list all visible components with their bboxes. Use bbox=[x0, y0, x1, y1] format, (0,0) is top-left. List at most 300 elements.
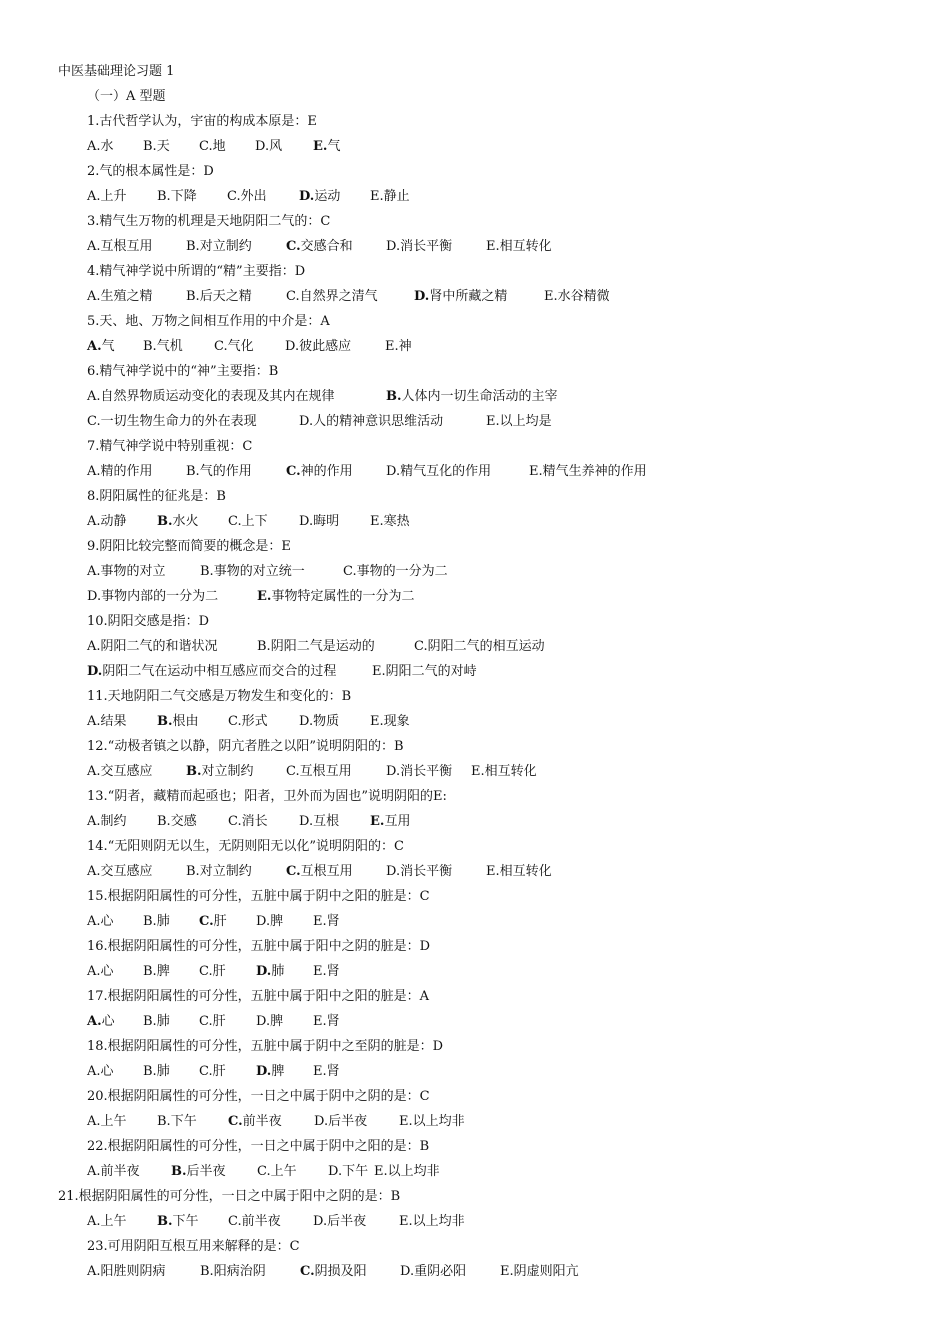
answer-option bbox=[186, 862, 252, 882]
option-letter: C. bbox=[343, 564, 357, 579]
option-text: 事物的一分为二 bbox=[356, 564, 448, 579]
option-text: 以上均非 bbox=[387, 1164, 440, 1179]
answer-option bbox=[87, 762, 153, 782]
answer-option bbox=[286, 762, 352, 782]
answer-option bbox=[87, 412, 257, 432]
answer-option bbox=[228, 1112, 282, 1132]
option-letter: E. bbox=[313, 1014, 327, 1029]
question-stem: 18.根据阴阳属性的可分性，五脏中属于阴中之至阴的脏是：D bbox=[87, 1039, 444, 1054]
option-letter: E. bbox=[374, 1164, 388, 1179]
option-letter: C. bbox=[227, 189, 241, 204]
answer-option bbox=[299, 187, 340, 207]
option-text: 交感 bbox=[170, 814, 197, 829]
answer-option bbox=[313, 962, 340, 982]
answer-option bbox=[87, 1262, 166, 1282]
answer-option bbox=[87, 812, 127, 832]
option-text: 地 bbox=[212, 139, 226, 154]
option-text: 自然界物质运动变化的表现及其内在规律 bbox=[100, 389, 335, 404]
option-text: 肝 bbox=[212, 1064, 226, 1079]
option-letter: C. bbox=[199, 1014, 213, 1029]
option-letter: C. bbox=[228, 814, 242, 829]
correct-option-letter: C. bbox=[286, 864, 301, 879]
answer-option bbox=[199, 962, 226, 982]
options-row bbox=[0, 762, 950, 782]
question-stem: 16.根据阴阳属性的可分性，五脏中属于阳中之阴的脏是：D bbox=[87, 939, 431, 954]
option-letter: D. bbox=[400, 1264, 415, 1279]
option-letter: E. bbox=[313, 964, 327, 979]
answer-option bbox=[486, 237, 552, 257]
options-row bbox=[0, 1012, 950, 1032]
option-letter: E. bbox=[486, 864, 500, 879]
answer-option bbox=[286, 287, 378, 307]
answer-option bbox=[186, 237, 252, 257]
option-text: 对立制约 bbox=[199, 239, 252, 254]
answer-option bbox=[186, 462, 252, 482]
options-row bbox=[0, 1062, 950, 1082]
option-letter: D. bbox=[313, 1214, 328, 1229]
option-text: 互用 bbox=[384, 814, 411, 829]
correct-option-letter: B. bbox=[157, 714, 173, 729]
answer-option bbox=[87, 337, 115, 357]
answer-option bbox=[87, 1012, 115, 1032]
answer-option bbox=[257, 1162, 297, 1182]
question-stem: 3.精气生万物的机理是天地阴阳二气的：C bbox=[87, 214, 331, 229]
option-text: 阴损及阳 bbox=[314, 1264, 367, 1279]
answer-option bbox=[157, 187, 197, 207]
option-text: 事物特定属性的一分为二 bbox=[271, 589, 415, 604]
option-letter: A. bbox=[87, 464, 101, 479]
question-stem: 1.古代哲学认为，宇宙的构成本原是：E bbox=[87, 114, 317, 129]
options-row bbox=[0, 1112, 950, 1132]
option-text: 脾 bbox=[156, 964, 170, 979]
option-text: 交互感应 bbox=[100, 764, 153, 779]
option-text: 对立制约 bbox=[201, 764, 254, 779]
answer-option bbox=[313, 912, 340, 932]
answer-option bbox=[486, 862, 552, 882]
option-text: 天 bbox=[156, 139, 170, 154]
option-text: 相互转化 bbox=[499, 864, 552, 879]
answer-option bbox=[372, 662, 477, 682]
question-stem: 11.天地阴阳二气交感是万物发生和变化的：B bbox=[87, 689, 352, 704]
answer-option bbox=[87, 1162, 140, 1182]
option-letter: D. bbox=[314, 1114, 329, 1129]
option-text: 晦明 bbox=[313, 514, 340, 529]
answer-option bbox=[256, 1012, 283, 1032]
correct-option-letter: B. bbox=[386, 389, 402, 404]
option-text: 神 bbox=[398, 339, 412, 354]
option-text: 相互转化 bbox=[484, 764, 537, 779]
answer-option bbox=[370, 812, 410, 832]
option-text: 以上均非 bbox=[412, 1114, 465, 1129]
answer-option bbox=[143, 337, 183, 357]
option-text: 外出 bbox=[240, 189, 267, 204]
option-letter: B. bbox=[200, 564, 214, 579]
question-stem: 2.气的根本属性是：D bbox=[87, 164, 214, 179]
options-row bbox=[0, 587, 950, 607]
answer-option bbox=[87, 637, 218, 657]
answer-option bbox=[157, 512, 199, 532]
option-letter: B. bbox=[186, 464, 200, 479]
option-text: 上午 bbox=[100, 1114, 127, 1129]
option-letter: A. bbox=[87, 964, 101, 979]
answer-option bbox=[299, 812, 339, 832]
document-title: 中医基础理论习题 1 bbox=[58, 64, 175, 79]
option-letter: D. bbox=[386, 764, 401, 779]
answer-option bbox=[143, 137, 170, 157]
option-letter: A. bbox=[87, 764, 101, 779]
answer-option bbox=[285, 337, 351, 357]
correct-option-letter: A. bbox=[87, 1014, 102, 1029]
question-stem: 12.“动极者镇之以静，阴亢者胜之以阳”说明阴阳的：B bbox=[87, 739, 404, 754]
option-letter: B. bbox=[143, 1014, 157, 1029]
correct-option-letter: D. bbox=[256, 964, 272, 979]
options-row bbox=[0, 187, 950, 207]
answer-option bbox=[529, 462, 647, 482]
option-text: 水 bbox=[100, 139, 114, 154]
question-stem: 20.根据阴阳属性的可分性，一日之中属于阴中之阴的是：C bbox=[87, 1089, 430, 1104]
answer-option bbox=[256, 912, 283, 932]
answer-option bbox=[313, 1012, 340, 1032]
answer-option bbox=[286, 862, 353, 882]
option-text: 交互感应 bbox=[100, 864, 153, 879]
correct-option-letter: C. bbox=[199, 914, 214, 929]
options-row bbox=[0, 412, 950, 432]
answer-option bbox=[328, 1162, 368, 1182]
option-text: 寒热 bbox=[383, 514, 410, 529]
option-letter: D. bbox=[255, 139, 270, 154]
option-letter: C. bbox=[228, 514, 242, 529]
option-text: 现象 bbox=[383, 714, 410, 729]
option-letter: A. bbox=[87, 1064, 101, 1079]
option-text: 一切生物生命力的外在表现 bbox=[100, 414, 257, 429]
answer-option bbox=[87, 562, 166, 582]
option-text: 阴阳二气的和谐状况 bbox=[100, 639, 218, 654]
answer-option bbox=[374, 1162, 440, 1182]
option-letter: B. bbox=[143, 964, 157, 979]
option-letter: D. bbox=[299, 714, 314, 729]
answer-option bbox=[286, 462, 353, 482]
option-text: 气 bbox=[101, 339, 115, 354]
correct-option-letter: D. bbox=[414, 289, 430, 304]
answer-option bbox=[386, 387, 558, 407]
option-letter: B. bbox=[143, 339, 157, 354]
answer-option bbox=[87, 512, 127, 532]
answer-option bbox=[370, 187, 410, 207]
answer-option bbox=[186, 762, 254, 782]
option-letter: E. bbox=[529, 464, 543, 479]
answer-option bbox=[199, 1012, 226, 1032]
option-text: 阴阳二气在运动中相互感应而交合的过程 bbox=[102, 664, 337, 679]
section-heading: （一）A 型题 bbox=[87, 89, 166, 104]
correct-option-letter: D. bbox=[299, 189, 315, 204]
option-letter: C. bbox=[214, 339, 228, 354]
answer-option bbox=[257, 587, 414, 607]
answer-option bbox=[299, 712, 339, 732]
option-letter: A. bbox=[87, 514, 101, 529]
option-text: 互根互用 bbox=[300, 864, 353, 879]
option-letter: E. bbox=[370, 189, 384, 204]
answer-option bbox=[255, 137, 282, 157]
answer-option bbox=[386, 462, 491, 482]
option-text: 肺 bbox=[156, 914, 170, 929]
option-letter: A. bbox=[87, 139, 101, 154]
answer-option bbox=[214, 337, 254, 357]
correct-option-letter: C. bbox=[300, 1264, 315, 1279]
option-text: 下午 bbox=[172, 1214, 199, 1229]
option-letter: A. bbox=[87, 1164, 101, 1179]
answer-option bbox=[486, 412, 552, 432]
options-row bbox=[0, 862, 950, 882]
option-text: 后半夜 bbox=[327, 1214, 367, 1229]
question-stem: 17.根据阴阳属性的可分性，五脏中属于阳中之阳的脏是：A bbox=[87, 989, 430, 1004]
correct-option-letter: D. bbox=[256, 1064, 272, 1079]
option-text: 消长 bbox=[241, 814, 268, 829]
option-text: 阴虚则阳亢 bbox=[513, 1264, 579, 1279]
option-text: 互根互用 bbox=[299, 764, 352, 779]
option-letter: A. bbox=[87, 289, 101, 304]
option-text: 自然界之清气 bbox=[299, 289, 378, 304]
correct-option-letter: B. bbox=[171, 1164, 187, 1179]
option-letter: D. bbox=[386, 239, 401, 254]
option-text: 消长平衡 bbox=[400, 239, 453, 254]
answer-option bbox=[87, 962, 114, 982]
answer-option bbox=[87, 1112, 127, 1132]
option-text: 上午 bbox=[100, 1214, 127, 1229]
question-stem: 7.精气神学说中特别重视：C bbox=[87, 439, 253, 454]
option-letter: C. bbox=[257, 1164, 271, 1179]
options-row bbox=[0, 462, 950, 482]
answer-option bbox=[143, 962, 170, 982]
option-letter: D. bbox=[285, 339, 300, 354]
option-text: 事物的对立 bbox=[100, 564, 166, 579]
option-text: 肾 bbox=[326, 964, 340, 979]
option-text: 物质 bbox=[313, 714, 340, 729]
option-text: 水火 bbox=[172, 514, 199, 529]
answer-option bbox=[399, 1112, 465, 1132]
option-letter: D. bbox=[386, 864, 401, 879]
option-letter: A. bbox=[87, 389, 101, 404]
option-text: 以上均是 bbox=[499, 414, 552, 429]
answer-option bbox=[199, 912, 227, 932]
answer-option bbox=[400, 1262, 466, 1282]
option-text: 气化 bbox=[227, 339, 254, 354]
correct-option-letter: E. bbox=[370, 814, 385, 829]
answer-option bbox=[544, 287, 610, 307]
option-text: 下午 bbox=[170, 1114, 197, 1129]
answer-option bbox=[370, 712, 410, 732]
question-stem: 14.“无阳则阴无以生，无阴则阳无以化”说明阴阳的：C bbox=[87, 839, 404, 854]
option-text: 人的精神意识思维活动 bbox=[313, 414, 444, 429]
option-text: 肾 bbox=[326, 914, 340, 929]
option-text: 前半夜 bbox=[100, 1164, 140, 1179]
option-letter: E. bbox=[399, 1114, 413, 1129]
option-letter: A. bbox=[87, 564, 101, 579]
option-text: 心 bbox=[100, 1064, 114, 1079]
answer-option bbox=[386, 762, 452, 782]
correct-option-letter: E. bbox=[257, 589, 272, 604]
option-letter: A. bbox=[87, 1214, 101, 1229]
option-letter: A. bbox=[87, 239, 101, 254]
option-text: 运动 bbox=[314, 189, 341, 204]
options-row bbox=[0, 912, 950, 932]
question-stem: 5.天、地、万物之间相互作用的中介是：A bbox=[87, 314, 330, 329]
question-stem: 13.“阴者，藏精而起亟也；阳者，卫外而为固也”说明阴阳的E: bbox=[87, 789, 447, 804]
option-text: 心 bbox=[100, 964, 114, 979]
answer-option bbox=[399, 1212, 465, 1232]
option-letter: D. bbox=[256, 1014, 271, 1029]
option-letter: E. bbox=[399, 1214, 413, 1229]
option-letter: A. bbox=[87, 1114, 101, 1129]
answer-option bbox=[157, 1212, 199, 1232]
answer-option bbox=[200, 1262, 266, 1282]
answer-option bbox=[286, 237, 353, 257]
option-letter: B. bbox=[157, 814, 171, 829]
answer-option bbox=[314, 1112, 367, 1132]
option-text: 脾 bbox=[270, 1014, 284, 1029]
option-letter: C. bbox=[199, 964, 213, 979]
option-text: 阴阳二气的对峙 bbox=[385, 664, 477, 679]
question-stem: 4.精气神学说中所谓的“精”主要指：D bbox=[87, 264, 306, 279]
option-text: 肾 bbox=[326, 1014, 340, 1029]
answer-option bbox=[313, 137, 340, 157]
option-text: 生殖之精 bbox=[100, 289, 153, 304]
answer-option bbox=[199, 1062, 226, 1082]
options-row bbox=[0, 712, 950, 732]
answer-option bbox=[313, 1212, 366, 1232]
answer-option bbox=[87, 1062, 114, 1082]
answer-option bbox=[87, 462, 153, 482]
option-text: 前半夜 bbox=[242, 1114, 282, 1129]
answer-option bbox=[157, 1112, 197, 1132]
option-letter: A. bbox=[87, 189, 101, 204]
option-letter: E. bbox=[486, 414, 500, 429]
answer-option bbox=[313, 1062, 340, 1082]
option-letter: C. bbox=[286, 764, 300, 779]
option-letter: C. bbox=[87, 414, 101, 429]
options-row bbox=[0, 812, 950, 832]
options-row bbox=[0, 637, 950, 657]
answer-option bbox=[143, 1062, 170, 1082]
answer-option bbox=[256, 1062, 284, 1082]
option-text: 重阴必阳 bbox=[414, 1264, 467, 1279]
option-text: 肾 bbox=[326, 1064, 340, 1079]
option-letter: E. bbox=[471, 764, 485, 779]
answer-option bbox=[157, 812, 197, 832]
answer-option bbox=[87, 387, 335, 407]
option-letter: B. bbox=[186, 289, 200, 304]
answer-option bbox=[87, 862, 153, 882]
option-letter: B. bbox=[157, 1114, 171, 1129]
option-text: 结果 bbox=[100, 714, 127, 729]
option-letter: C. bbox=[414, 639, 428, 654]
answer-option bbox=[143, 1012, 170, 1032]
answer-option bbox=[87, 1212, 127, 1232]
answer-option bbox=[157, 712, 199, 732]
question-stem: 6.精气神学说中的“神”主要指：B bbox=[87, 364, 279, 379]
option-text: 消长平衡 bbox=[400, 864, 453, 879]
option-text: 阴阳二气的相互运动 bbox=[427, 639, 545, 654]
option-letter: E. bbox=[370, 514, 384, 529]
options-row bbox=[0, 1262, 950, 1282]
option-letter: D. bbox=[256, 914, 271, 929]
answer-option bbox=[414, 637, 545, 657]
option-text: 肝 bbox=[212, 1014, 226, 1029]
answer-option bbox=[343, 562, 448, 582]
option-letter: E. bbox=[385, 339, 399, 354]
options-row bbox=[0, 237, 950, 257]
option-text: 静止 bbox=[383, 189, 410, 204]
answer-option bbox=[370, 512, 410, 532]
options-row bbox=[0, 337, 950, 357]
correct-option-letter: B. bbox=[157, 514, 173, 529]
question-stem: 8.阴阳属性的征兆是：B bbox=[87, 489, 226, 504]
question-stem: 9.阴阳比较完整而简要的概念是：E bbox=[87, 539, 291, 554]
question-stem: 22.根据阴阳属性的可分性，一日之中属于阴中之阳的是：B bbox=[87, 1139, 430, 1154]
answer-option bbox=[414, 287, 507, 307]
option-text: 肺 bbox=[156, 1064, 170, 1079]
options-row bbox=[0, 562, 950, 582]
option-letter: E. bbox=[372, 664, 386, 679]
correct-option-letter: B. bbox=[186, 764, 202, 779]
question-stem: 23.可用阴阳互根互用来解释的是：C bbox=[87, 1239, 300, 1254]
option-text: 心 bbox=[100, 914, 114, 929]
option-text: 阳病治阴 bbox=[213, 1264, 266, 1279]
answer-option bbox=[171, 1162, 226, 1182]
option-letter: A. bbox=[87, 814, 101, 829]
option-letter: D. bbox=[299, 514, 314, 529]
question-stem: 10.阴阳交感是指：D bbox=[87, 614, 210, 629]
option-text: 交感合和 bbox=[300, 239, 353, 254]
answer-option bbox=[386, 862, 452, 882]
answer-option bbox=[227, 187, 267, 207]
option-text: 以上均非 bbox=[412, 1214, 465, 1229]
option-letter: D. bbox=[386, 464, 401, 479]
option-letter: B. bbox=[186, 864, 200, 879]
option-text: 形式 bbox=[241, 714, 268, 729]
answer-option bbox=[386, 237, 452, 257]
option-letter: D. bbox=[299, 814, 314, 829]
option-text: 肾中所藏之精 bbox=[429, 289, 508, 304]
option-letter: C. bbox=[286, 289, 300, 304]
answer-option bbox=[143, 912, 170, 932]
answer-option bbox=[87, 912, 114, 932]
option-letter: C. bbox=[228, 1214, 242, 1229]
options-row bbox=[0, 512, 950, 532]
option-text: 事物的对立统一 bbox=[213, 564, 305, 579]
option-letter: B. bbox=[157, 189, 171, 204]
correct-option-letter: D. bbox=[87, 664, 103, 679]
option-letter: C. bbox=[199, 1064, 213, 1079]
option-text: 后半夜 bbox=[328, 1114, 368, 1129]
option-text: 精气生养神的作用 bbox=[542, 464, 647, 479]
option-text: 互根互用 bbox=[100, 239, 153, 254]
option-text: 后半夜 bbox=[186, 1164, 226, 1179]
option-text: 阴阳二气是运动的 bbox=[270, 639, 375, 654]
answer-option bbox=[199, 137, 226, 157]
option-text: 脾 bbox=[271, 1064, 285, 1079]
correct-option-letter: E. bbox=[313, 139, 328, 154]
option-text: 气的作用 bbox=[199, 464, 252, 479]
option-letter: C. bbox=[199, 139, 213, 154]
option-text: 肝 bbox=[213, 914, 227, 929]
answer-option bbox=[87, 287, 153, 307]
options-row bbox=[0, 1162, 950, 1182]
option-letter: A. bbox=[87, 714, 101, 729]
answer-option bbox=[471, 762, 537, 782]
options-row bbox=[0, 137, 950, 157]
option-text: 互根 bbox=[313, 814, 340, 829]
option-letter: E. bbox=[486, 239, 500, 254]
